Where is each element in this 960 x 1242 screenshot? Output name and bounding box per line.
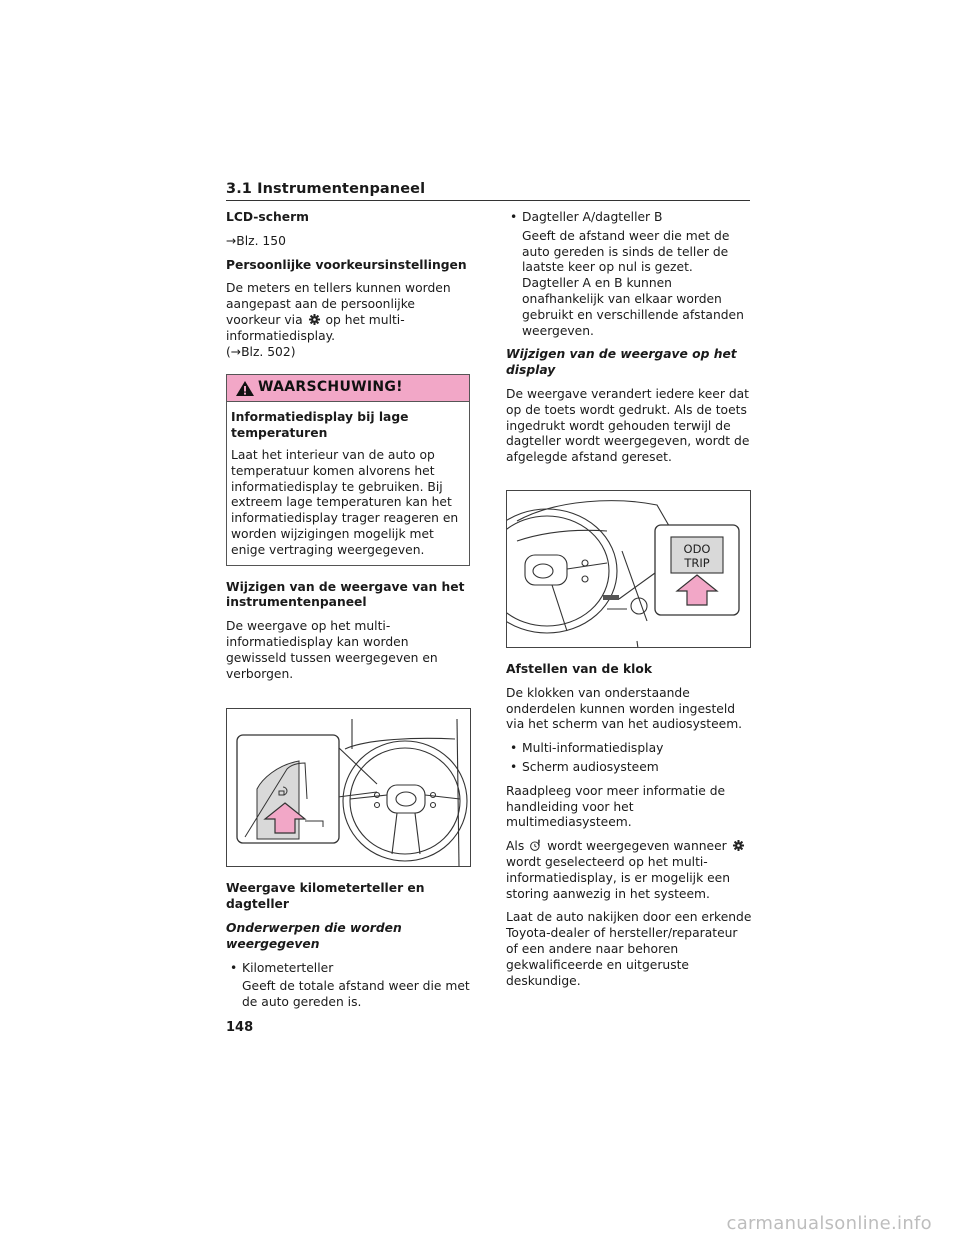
pref-ref: (→Blz. 502): [226, 344, 296, 359]
if-text: [506, 839, 752, 902]
trip-button-label: TRIP: [684, 555, 710, 570]
warning-header: [227, 375, 469, 402]
gear-icon: [731, 839, 746, 852]
change-heading: Wijzigen van de weergave van het instrumentenpaneel: [226, 579, 465, 610]
clock-item-2: • Scherm audiosysteem: [506, 760, 752, 776]
clock-heading: Afstellen van de klok: [506, 661, 653, 676]
odo-heading: Weergave kilometerteller en dagteller: [226, 881, 425, 912]
right-column: [506, 210, 752, 997]
watermark: carmanualsonline.info: [726, 1213, 932, 1234]
odo-desc: Geeft de totale afstand weer die met de auto gereden is.: [242, 979, 470, 1010]
warning-body: [227, 402, 469, 564]
if-text-3: wordt geselecteerd op het multi-informatiedisplay, is er mogelijk een storing aanwezig in het systeem.: [506, 854, 731, 901]
if-text-1: Als: [506, 839, 525, 854]
section-header: [226, 178, 750, 201]
refer-text: Raadpleeg voor meer informatie de handleiding voor het multimediasysteem.: [506, 783, 726, 830]
pref-text-1: De meters en tellers kunnen worden aangepast aan de persoonlijke voorkeur via: [226, 281, 451, 327]
warning-triangle-icon: [235, 380, 255, 397]
pref-text-2: op het multi-informatiedisplay.: [226, 312, 405, 343]
pref-heading: Persoonlijke voorkeursinstellingen: [226, 257, 467, 272]
clock-text: De klokken van onderstaande onderdelen kunnen worden ingesteld via het scherm van het audiosysteem.: [506, 685, 743, 732]
if-text-2: wordt weergegeven wanneer: [547, 839, 727, 854]
lcd-heading: LCD-scherm: [226, 210, 309, 224]
warning-box: [226, 374, 470, 565]
change-display-heading: Wijzigen van de weergave op het display: [506, 347, 737, 378]
pref-text: [226, 281, 470, 360]
warning-text: Laat het interieur van de auto op temperatuur komen alvorens het informatiedisplay te gebruiken. Bij extreem lage temperaturen kan het informatiedisplay trager reageren en worden wijzigingen mogelijk met enige vertraging weergegeven.: [231, 447, 459, 557]
odo-button-label: ODO: [683, 541, 711, 556]
items-heading: Onderwerpen die worden weergegeven: [226, 920, 402, 951]
clock-item-1: • Multi-informatiedisplay: [506, 741, 752, 757]
page-number: 148: [226, 1020, 254, 1035]
lcd-ref: →Blz. 150: [226, 233, 286, 248]
odo-trip-figure: [506, 490, 751, 648]
clock-warning-icon: [528, 839, 543, 852]
gear-icon: [307, 313, 322, 326]
trip-desc: Geeft de afstand weer die met de auto gereden is sinds de teller de laatste keer op nul is gezet. Dagteller A en B kunnen onafhankelijk van elkaar worden gebruikt en verschillende afstanden weergeven.: [522, 228, 744, 338]
trip-item: • Dagteller A/dagteller B: [506, 210, 752, 226]
steering-wheel-illustration: [227, 709, 470, 866]
change-display-text: De weergave verandert iedere keer dat op de toets wordt gedrukt. Als de toets ingedrukt wordt gehouden terwijl de dagteller wordt weergegeven, wordt de afgelegde afstand gereset.: [506, 386, 750, 465]
change-text: De weergave op het multi-informatiedisplay kan worden gewisseld tussen weergegeven en verborgen.: [226, 619, 438, 681]
left-column: [226, 210, 470, 1019]
dealer-text: Laat de auto nakijken door een erkende Toyota-dealer of hersteller/reparateur of een andere naar behoren gekwalificeerde en uitgeruste deskundige.: [506, 910, 752, 988]
warning-label: WAARSCHUWING!: [258, 379, 403, 396]
section-title: 3.1 Instrumentenpaneel: [226, 181, 426, 197]
odo-item: • Kilometerteller: [226, 961, 470, 977]
steering-wheel-figure: [226, 708, 471, 867]
warning-title: Informatiedisplay bij lage temperaturen: [231, 410, 409, 441]
odo-trip-illustration: [507, 491, 750, 647]
